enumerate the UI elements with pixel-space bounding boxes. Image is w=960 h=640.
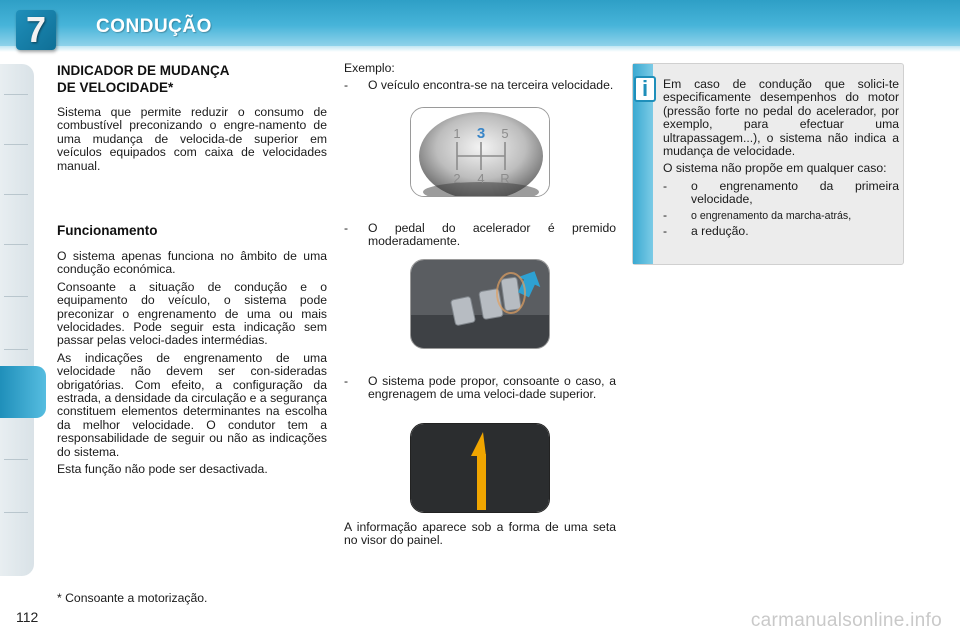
paragraph: Consoante a situação de condução e o equipamento do veículo, o sistema pode preconizar o engrenamento de uma ou mais velocidades. Pode seguir esta indicação sem passar pelas veloci-dades intermédias. — [57, 279, 327, 348]
example-item: - O pedal do acelerador é premido moderadamente. — [344, 221, 616, 249]
section-intro — [57, 62, 327, 177]
example-block — [344, 222, 616, 249]
gear-label: 2 — [453, 171, 461, 186]
section-title-line2: DE VELOCIDADE* — [57, 80, 174, 95]
gear-label-active: 3 — [476, 125, 486, 142]
tab-divider — [4, 194, 28, 195]
info-icon: i — [634, 76, 656, 102]
example-item: - O veículo encontra-se na terceira velocidade. — [344, 78, 614, 93]
info-list-item: - o engrenamento da primeira velocidade, — [663, 178, 899, 207]
info-paragraph: Em caso de condução que solici-te especificamente desempenhos do motor (pressão forte no pedal do acelerador, por exemplo, para efectuar uma ultrapassagem...), o sistema não indica a mudança de velocidade. — [663, 77, 899, 159]
conclusion-block — [344, 521, 616, 552]
dashboard-arrow-image — [410, 423, 550, 513]
paragraph: Esta função não pode ser desactivada. — [57, 462, 268, 477]
tab-divider — [4, 459, 28, 460]
example-block — [344, 62, 616, 93]
gear-knob-image — [410, 107, 550, 197]
page-title: CONDUÇÃO — [96, 16, 212, 37]
tab-divider — [4, 296, 28, 297]
info-list-item: - a redução. — [663, 224, 749, 239]
tab-divider — [4, 512, 28, 513]
example-item: - O sistema pode propor, consoante o caso, a engrenagem de uma veloci-dade superior. — [344, 374, 616, 402]
paragraph: As indicações de engrenamento de uma velocidade não devem ser con-sideradas obrigatórias. Com efeito, a configuração da estrada, a densidade da circulação e a segurança constituem elementos determinantes na escolha da melhor velocidade. O condutor tem a responsabilidade de seguir ou não as indicações do sistema. — [57, 350, 327, 459]
info-box — [632, 63, 904, 265]
tab-divider — [4, 144, 28, 145]
info-list-item: - o engrenamento da marcha-atrás, — [663, 207, 852, 222]
example-label: Exemplo: — [344, 61, 395, 75]
tab-divider — [4, 94, 28, 95]
gear-label: 5 — [501, 126, 509, 141]
chapter-tabs — [0, 64, 34, 576]
section-title-line1: INDICADOR DE MUDANÇA — [57, 63, 230, 78]
info-text — [663, 78, 899, 240]
chapter-badge — [16, 10, 56, 50]
page-number: 112 — [16, 609, 39, 625]
conclusion-paragraph: A informação aparece sob a forma de uma seta no visor do painel. — [344, 520, 616, 548]
section-title — [57, 62, 327, 96]
intro-paragraph: Sistema que permite reduzir o consumo de combustível preconizando o engre-namento de uma mudança de velocida-de superior em veículos equipados com caixa de velocidades manual. — [57, 105, 327, 173]
footnote: * Consoante a motorização. — [57, 591, 208, 605]
section-operation — [57, 222, 327, 481]
header-underline — [0, 46, 960, 52]
tab-divider — [4, 244, 28, 245]
pedals-image — [410, 259, 550, 349]
chapter-tab-active[interactable] — [0, 366, 46, 418]
gear-label: R — [500, 171, 510, 186]
example-block — [344, 375, 616, 402]
info-paragraph: O sistema não propõe em qualquer caso: — [663, 161, 887, 176]
gear-label: 4 — [477, 171, 485, 186]
paragraph: O sistema apenas funciona no âmbito de uma condução económica. — [57, 249, 327, 277]
chapter-number: 7 — [25, 9, 47, 50]
gear-label: 1 — [453, 126, 461, 141]
watermark: carmanualsonline.info — [750, 610, 942, 631]
tab-divider — [4, 349, 28, 350]
subsection-title: Funcionamento — [57, 223, 158, 238]
